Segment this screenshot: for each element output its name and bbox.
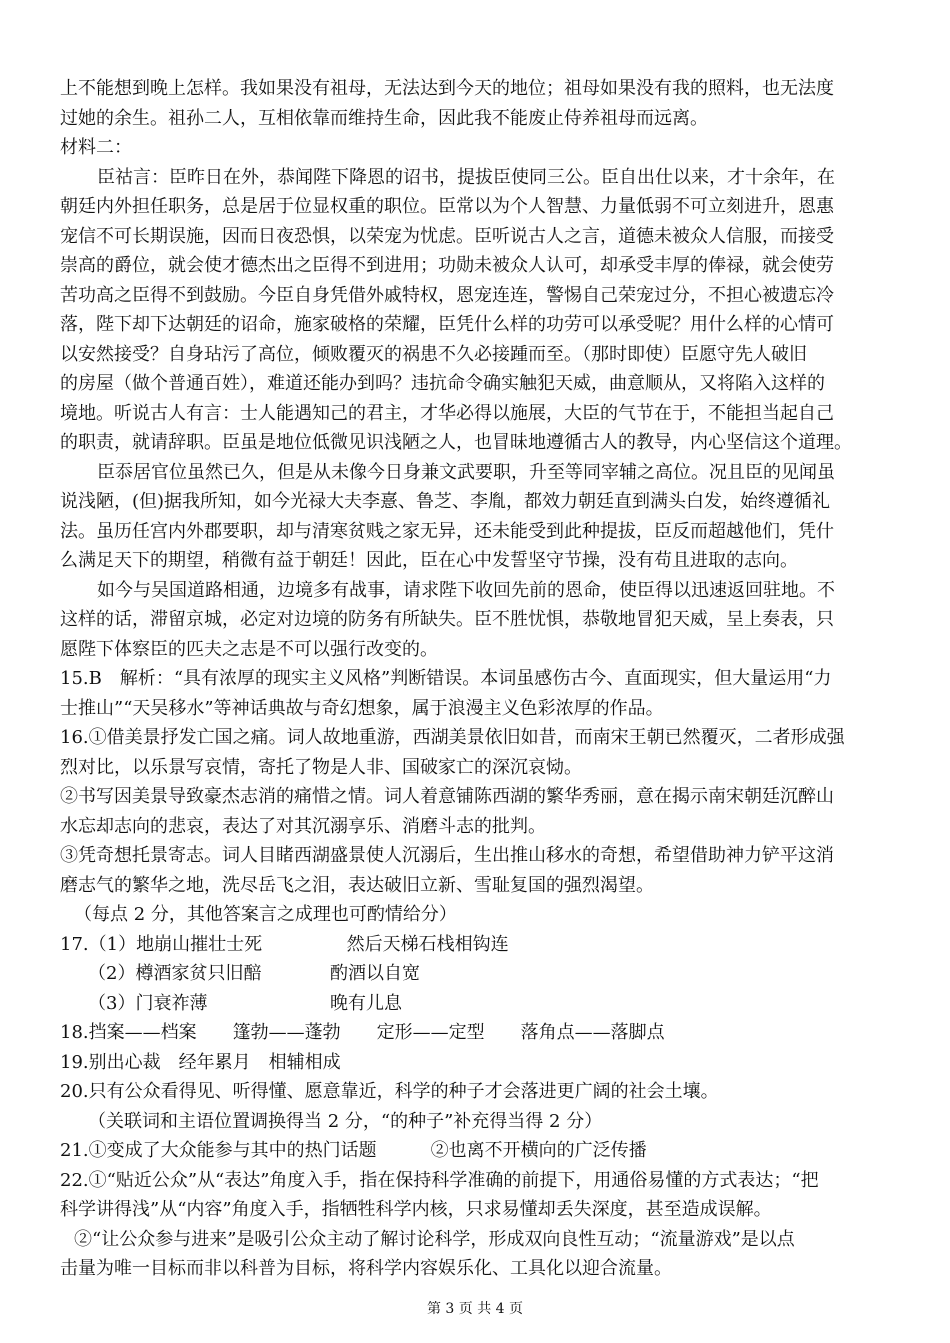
- material2-line: 以安然接受？自身玷污了高位，倾败覆灭的祸患不久必接踵而至。（那时即使）臣愿守先人破旧: [60, 343, 807, 365]
- answer-17-row2-b: 酌酒以自宽: [330, 963, 420, 984]
- answer-17-row1-a: （1）地崩山摧壮士死: [88, 933, 263, 955]
- answer-16: ②书写因美景导致豪杰志消的痛惜之情。词人着意铺陈西湖的繁华秀丽，意在揭示南宋朝廷沉醉山: [60, 786, 834, 807]
- answer-21-b: ②也离不开横向的广泛传播: [430, 1140, 647, 1161]
- answer-22: 22.①“贴近公众”从“表达”角度入手，指在保持科学准确的前提下，用通俗易懂的方式表达；“把: [60, 1169, 819, 1191]
- material2-heading: 材料二：: [60, 137, 132, 158]
- answer-17-row1-b: 然后天梯石栈相钩连: [346, 933, 509, 955]
- material2-line: 说浅陋，(但)据我所知，如今光禄大夫李憙、鲁芝、李胤，都效力朝廷直到满头白发，始终遵循礼: [60, 491, 831, 512]
- material1-line: 上不能想到晚上怎样。我如果没有祖母，无法达到今天的地位；祖母如果没有我的照料，也无法度: [60, 78, 834, 99]
- answer-17-row3-a: （3）门衰祚薄: [88, 992, 208, 1014]
- material2-line: 境地。听说古人有言：士人能遇知己的君主，才华必得以施展，大臣的气节在于，不能担当起自己: [60, 402, 834, 424]
- answer-15: 15.B 解析：“具有浓厚的现实主义风格”判断错误。本词虽感伤古今、直面现实，但大量运用“力: [60, 668, 832, 689]
- material2-line: 臣祜言：臣昨日在外，恭闻陛下降恩的诏书，提拔臣使同三公。臣自出仕以来，才十余年，在: [97, 166, 835, 188]
- answer-22: 科学讲得浅”从“内容”角度入手，指牺牲科学内核，只求易懂却丢失深度，甚至造成误解。: [60, 1199, 772, 1220]
- idiom-item: 经年累月: [178, 1051, 251, 1073]
- material2-line: 朝廷内外担任职务，总是居于位显权重的职位。臣常以为个人智慧、力量低弱不可立刻进升，恩惠: [60, 196, 834, 217]
- material2-line: 么满足天下的期望，稍微有益于朝廷！因此，臣在心中发誓坚守节操，没有苟且进取的志向。: [60, 550, 798, 571]
- correction-item: 篷勃——蓬勃: [232, 1022, 341, 1043]
- answer-17-row3-b: 晚有儿息: [330, 992, 402, 1014]
- answer-17: [60, 930, 892, 960]
- answer-17-number: 17.: [60, 933, 89, 955]
- answer-17-row2-a: （2）樽酒家贫只旧醅: [88, 963, 262, 984]
- answer-16: 磨志气的繁华之地，洗尽岳飞之泪，表达破旧立新、雪耻复国的强烈渴望。: [60, 874, 654, 896]
- idiom-item: 相辅相成: [268, 1051, 341, 1073]
- material2-line: 崇高的爵位，就会使才德杰出之臣得不到进用；功勋未被众人认可，却承受丰厚的俸禄，就会使劳: [60, 255, 834, 276]
- correction-item: 定形——定型: [376, 1022, 485, 1043]
- answer-19: [60, 1048, 892, 1078]
- answer-20: 20.只有公众看得见、听得懂、愿意靠近，科学的种子才会落进更广阔的社会土壤。: [60, 1081, 719, 1102]
- answer-18-number: 18.: [60, 1022, 89, 1043]
- material2-line: 这样的话，滞留京城，必定对边境的防务有所缺失。臣不胜忧惧，恭敬地冒犯天威，呈上奏表，只: [60, 609, 834, 630]
- material2-line: 的房屋（做个普通百姓），难道还能办到吗？违抗命令确实触犯天威，曲意顺从，又将陷入这样的: [60, 373, 825, 394]
- answer-18: [60, 1018, 892, 1048]
- answer-19-number: 19.: [60, 1051, 89, 1073]
- answer-15: 士推山”“天吴移水”等神话典故与奇幻想象，属于浪漫主义色彩浓厚的作品。: [60, 697, 664, 719]
- material1-line: 过她的余生。祖孙二人，互相依靠而维持生命，因此我不能废止侍养祖母而远离。: [60, 107, 708, 129]
- material2-line: 苦功高之臣得不到鼓励。今臣自身凭借外戚特权，恩宠连连，警惕自己荣宠过分，不担心被遗忘冷: [60, 284, 834, 306]
- material2-line: 愿陛下体察臣的匹夫之志是不可以强行改变的。: [60, 638, 438, 660]
- material2-line: 的职责，就请辞职。臣虽是地位低微见识浅陋之人，也冒昧地遵循古人的教导，内心坚信这个道理。: [60, 432, 852, 453]
- answer-21-a: ①变成了大众能参与其中的热门话题: [88, 1140, 377, 1161]
- scoring-note: （关联词和主语位置调换得当 2 分，“的种子”补充得当得 2 分）: [88, 1110, 603, 1132]
- idiom-item: 别出心裁: [88, 1051, 161, 1073]
- material2-line: 法。虽历任宫内外郡要职，却与清寒贫贱之家无异，还未能受到此种提拔，臣反而超越他们，凭什: [60, 520, 834, 542]
- correction-item: 挡案——档案: [88, 1022, 197, 1043]
- answer-21: [60, 1136, 892, 1166]
- material2-line: 如今与吴国道路相通，边境多有战事，请求陛下收回先前的恩命，使臣得以迅速返回驻地。不: [97, 579, 835, 601]
- answer-21-number: 21.: [60, 1140, 89, 1161]
- material2-line: 宠信不可长期误施，因而日夜恐惧，以荣宠为忧虑。臣听说古人之言，道德未被众人信服，而接受: [60, 225, 834, 247]
- answer-16: 水忘却志向的悲哀，表达了对其沉溺享乐、消磨斗志的批判。: [60, 815, 546, 837]
- answer-16: 烈对比，以乐景写哀情，寄托了物是人非、国破家亡的深沉哀恸。: [60, 756, 582, 778]
- answer-22: 击量为唯一目标而非以科普为目标，将科学内容娱乐化、工具化以迎合流量。: [60, 1258, 672, 1279]
- answer-16: ③凭奇想托景寄志。词人目睹西湖盛景使人沉溺后，生出推山移水的奇想，希望借助神力铲平这消: [60, 845, 834, 866]
- page-footer: 第 3 页 共 4 页: [426, 1301, 524, 1317]
- scoring-note: （每点 2 分，其他答案言之成理也可酌情给分）: [74, 904, 457, 925]
- answer-document: [60, 74, 892, 1284]
- answer-22: ②“让公众参与进来”是吸引公众主动了解讨论科学，形成双向良性互动；“流量游戏”是以点: [74, 1228, 795, 1250]
- material2-line: 臣忝居官位虽然已久，但是从未像今日身兼文武要职，升至等同宰辅之高位。况且臣的见闻虽: [97, 461, 835, 483]
- material2-line: 落，陛下却下达朝廷的诏命，施家破格的荣耀，臣凭什么样的功劳可以承受呢？用什么样的心情可: [60, 314, 834, 335]
- answer-17-row: [60, 989, 892, 1019]
- answer-17-row: [60, 959, 892, 989]
- answer-16: 16.①借美景抒发亡国之痛。词人故地重游，西湖美景依旧如昔，而南宋王朝已然覆灭，二者形成强: [60, 727, 845, 748]
- correction-item: 落角点——落脚点: [520, 1022, 665, 1043]
